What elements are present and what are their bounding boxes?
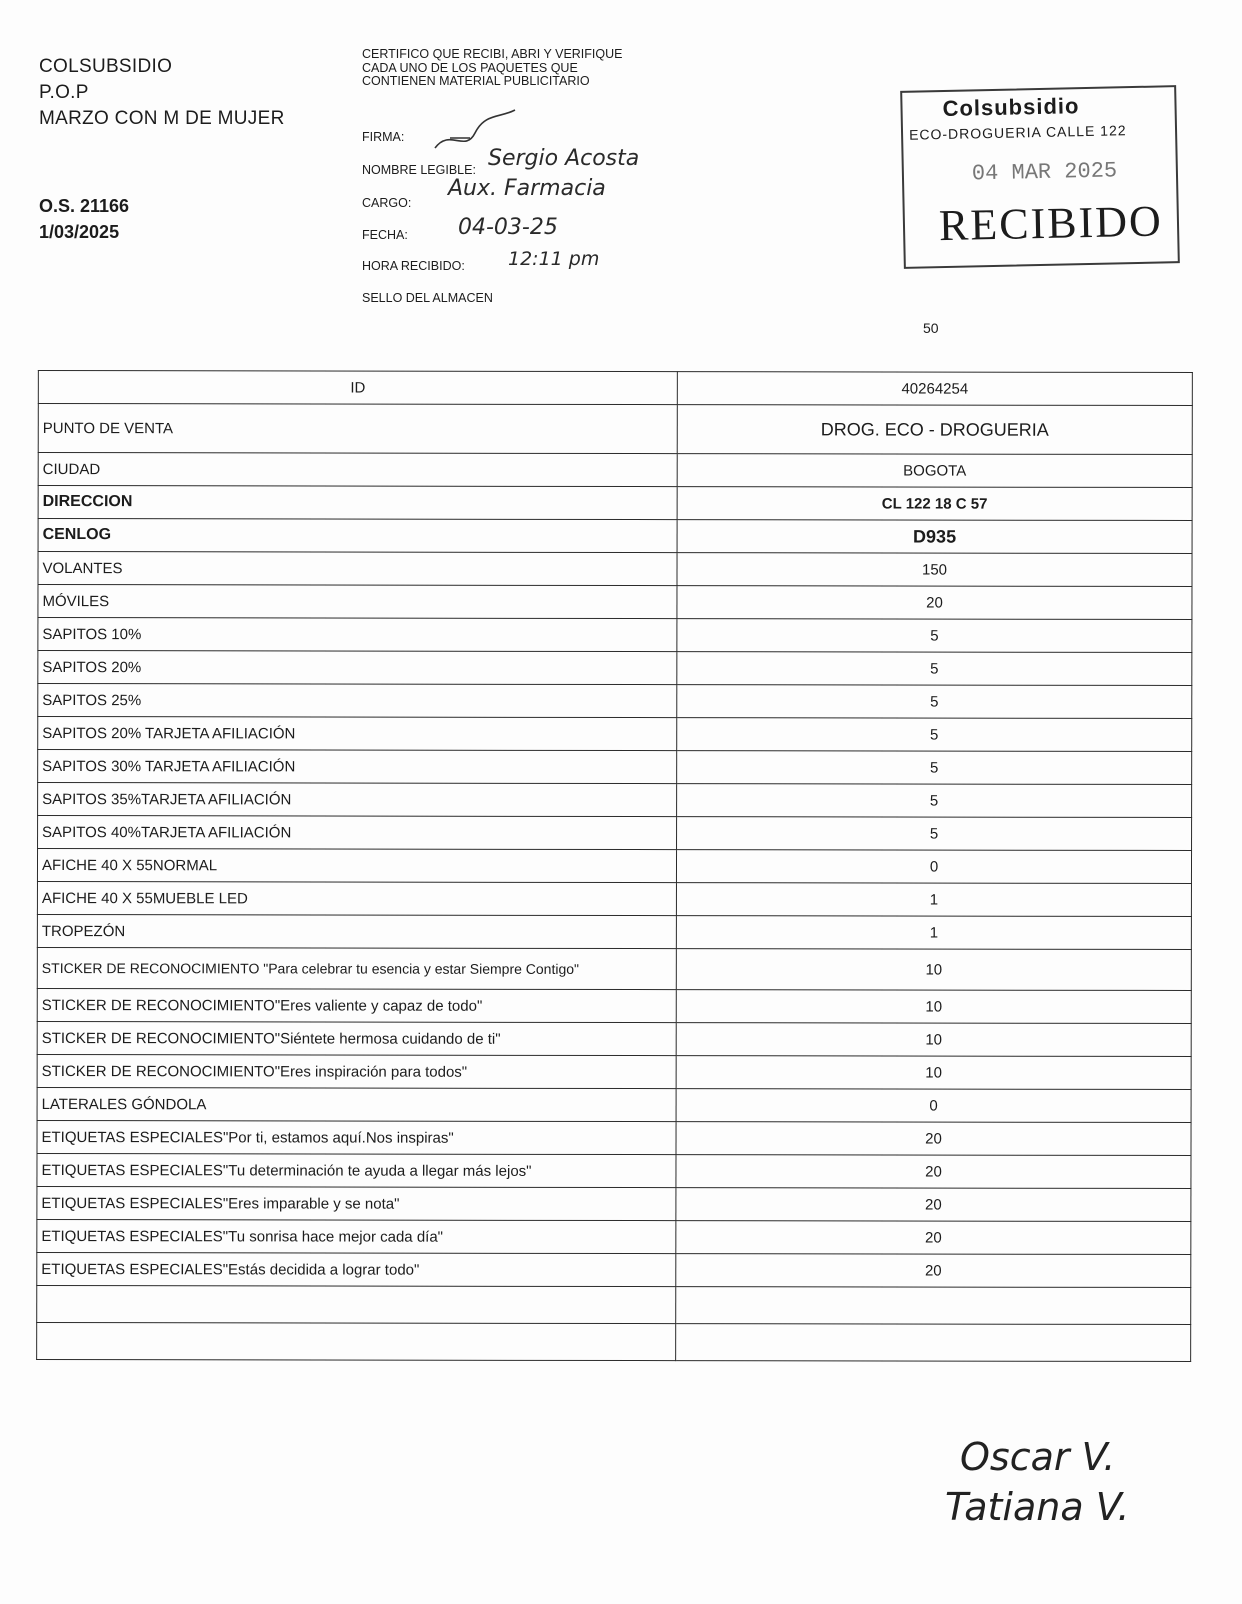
row-label: SAPITOS 20% TARJETA AFILIACIÓN [38,716,677,750]
cargo-value: Aux. Farmacia [448,176,606,201]
row-label [37,1285,676,1323]
sello-label: SELLO DEL ALMACEN [362,291,493,305]
hora-value: 12:11 pm [508,248,600,270]
cargo-label: CARGO: [362,196,412,210]
table-row [38,584,1192,619]
table-row [37,1153,1191,1188]
row-label: SAPITOS 40%TARJETA AFILIACIÓN [38,815,677,849]
row-label: SAPITOS 25% [38,683,677,717]
row-label: ID [38,370,677,404]
table-row [37,1087,1191,1122]
order-number: O.S. 21166 [39,196,130,216]
nombre-label: NOMBRE LEGIBLE: [362,163,476,177]
row-value: 20 [676,1155,1191,1189]
row-label: SAPITOS 30% TARJETA AFILIACIÓN [38,749,677,783]
campaign-name: MARZO CON M DE MUJER [39,108,285,129]
hora-label: HORA RECIBIDO: [362,259,465,273]
order-date: 1/03/2025 [39,222,120,242]
fecha-label: FECHA: [362,228,408,242]
row-label: ETIQUETAS ESPECIALES"Tu sonrisa hace mejor cada día" [37,1219,676,1253]
pop-label: P.O.P [39,82,89,103]
table-row [38,815,1192,850]
row-label: LATERALES GÓNDOLA [37,1087,676,1121]
table-row [37,848,1191,883]
table-row [37,1322,1191,1361]
stamp-status: RECIBIDO [938,196,1164,251]
row-label: CENLOG [38,518,677,552]
certification-text: CERTIFICO QUE RECIBI, ABRI Y VERIFIQUE CADA UNO DE LOS PAQUETES QUE CONTIENEN MATERIAL PUBLICITARIO [362,47,623,88]
row-value [676,1324,1191,1362]
table-row [37,988,1191,1023]
row-label: AFICHE 40 X 55NORMAL [37,848,676,882]
row-label: SAPITOS 10% [38,617,677,651]
row-label: TROPEZÓN [37,914,676,948]
row-value: 0 [676,1089,1191,1123]
stamp-brand: Colsubsidio [942,93,1080,122]
row-label: SAPITOS 20% [38,650,677,684]
row-value: 5 [677,784,1192,818]
header-left [39,54,285,132]
row-label: STICKER DE RECONOCIMIENTO"Eres valiente y capaz de todo" [37,988,676,1022]
row-label: VOLANTES [38,551,677,585]
row-label: MÓVILES [38,584,677,618]
row-value: CL 122 18 C 57 [677,487,1192,521]
table-row [37,1186,1191,1221]
row-label: STICKER DE RECONOCIMIENTO"Eres inspiración para todos" [37,1054,676,1088]
table-row [38,551,1192,586]
table-row [38,683,1192,718]
row-value: 0 [676,850,1191,884]
row-label: SAPITOS 35%TARJETA AFILIACIÓN [38,782,677,816]
row-value: DROG. ECO - DROGUERIA [677,405,1192,455]
row-value: 20 [676,1254,1191,1288]
row-label: STICKER DE RECONOCIMIENTO "Para celebrar tu esencia y estar Siempre Contigo" [37,947,676,989]
received-stamp [900,85,1180,269]
table-row [38,749,1192,784]
table-row [38,650,1192,685]
row-value: 10 [676,949,1191,991]
table-row [37,947,1191,990]
table-row [37,1054,1191,1089]
row-value: 20 [676,1188,1191,1222]
row-value: 10 [676,990,1191,1024]
page-count: 50 [923,320,939,336]
table-row [37,1021,1191,1056]
table-row [38,485,1192,520]
table-row [38,716,1192,751]
row-value: 10 [676,1056,1191,1090]
order-block [39,193,129,245]
stamp-store: ECO-DROGUERIA CALLE 122 [908,122,1127,143]
stamp-date: 04 MAR 2025 [971,158,1118,187]
table-row [37,1252,1191,1287]
table-row [38,452,1192,487]
row-value: 5 [677,817,1192,851]
row-label: PUNTO DE VENTA [38,403,677,453]
row-value: 1 [676,883,1191,917]
row-value: 20 [676,1122,1191,1156]
row-value: D935 [677,520,1192,554]
table-row [38,782,1192,817]
row-value: 5 [677,619,1192,653]
table-row [38,617,1192,652]
row-label: ETIQUETAS ESPECIALES"Tu determinación te ayuda a llegar más lejos" [37,1153,676,1187]
row-value: 1 [676,916,1191,950]
table-row [38,370,1192,405]
table-row [37,1285,1191,1324]
row-label: CIUDAD [38,452,677,486]
signature-2: Tatiana V. [945,1485,1130,1529]
fecha-value: 04-03-25 [458,215,558,240]
row-value: 20 [677,586,1192,620]
row-value: 40264254 [677,372,1192,406]
row-label: ETIQUETAS ESPECIALES"Estás decidida a lograr todo" [37,1252,676,1286]
row-value: 5 [677,751,1192,785]
table-row [38,518,1192,553]
row-label: ETIQUETAS ESPECIALES"Eres imparable y se nota" [37,1186,676,1220]
table-row [37,881,1191,916]
row-value: 20 [676,1221,1191,1255]
row-value [676,1287,1191,1325]
row-label: AFICHE 40 X 55MUEBLE LED [37,881,676,915]
table-row [37,914,1191,949]
row-label: ETIQUETAS ESPECIALES"Por ti, estamos aquí.Nos inspiras" [37,1120,676,1154]
row-label [37,1322,676,1360]
company-name: COLSUBSIDIO [39,56,173,77]
signature-1: Oscar V. [960,1435,1116,1479]
firma-label: FIRMA: [362,130,405,144]
materials-table [36,370,1193,1362]
row-value: 5 [677,652,1192,686]
row-value: BOGOTA [677,454,1192,488]
row-value: 10 [676,1023,1191,1057]
row-label: DIRECCION [38,485,677,519]
row-value: 5 [677,685,1192,719]
row-label: STICKER DE RECONOCIMIENTO"Siéntete hermosa cuidando de ti" [37,1021,676,1055]
table-row [37,1120,1191,1155]
row-value: 5 [677,718,1192,752]
table-row [37,1219,1191,1254]
table-row [38,403,1192,454]
nombre-value: Sergio Acosta [488,146,640,171]
row-value: 150 [677,553,1192,587]
